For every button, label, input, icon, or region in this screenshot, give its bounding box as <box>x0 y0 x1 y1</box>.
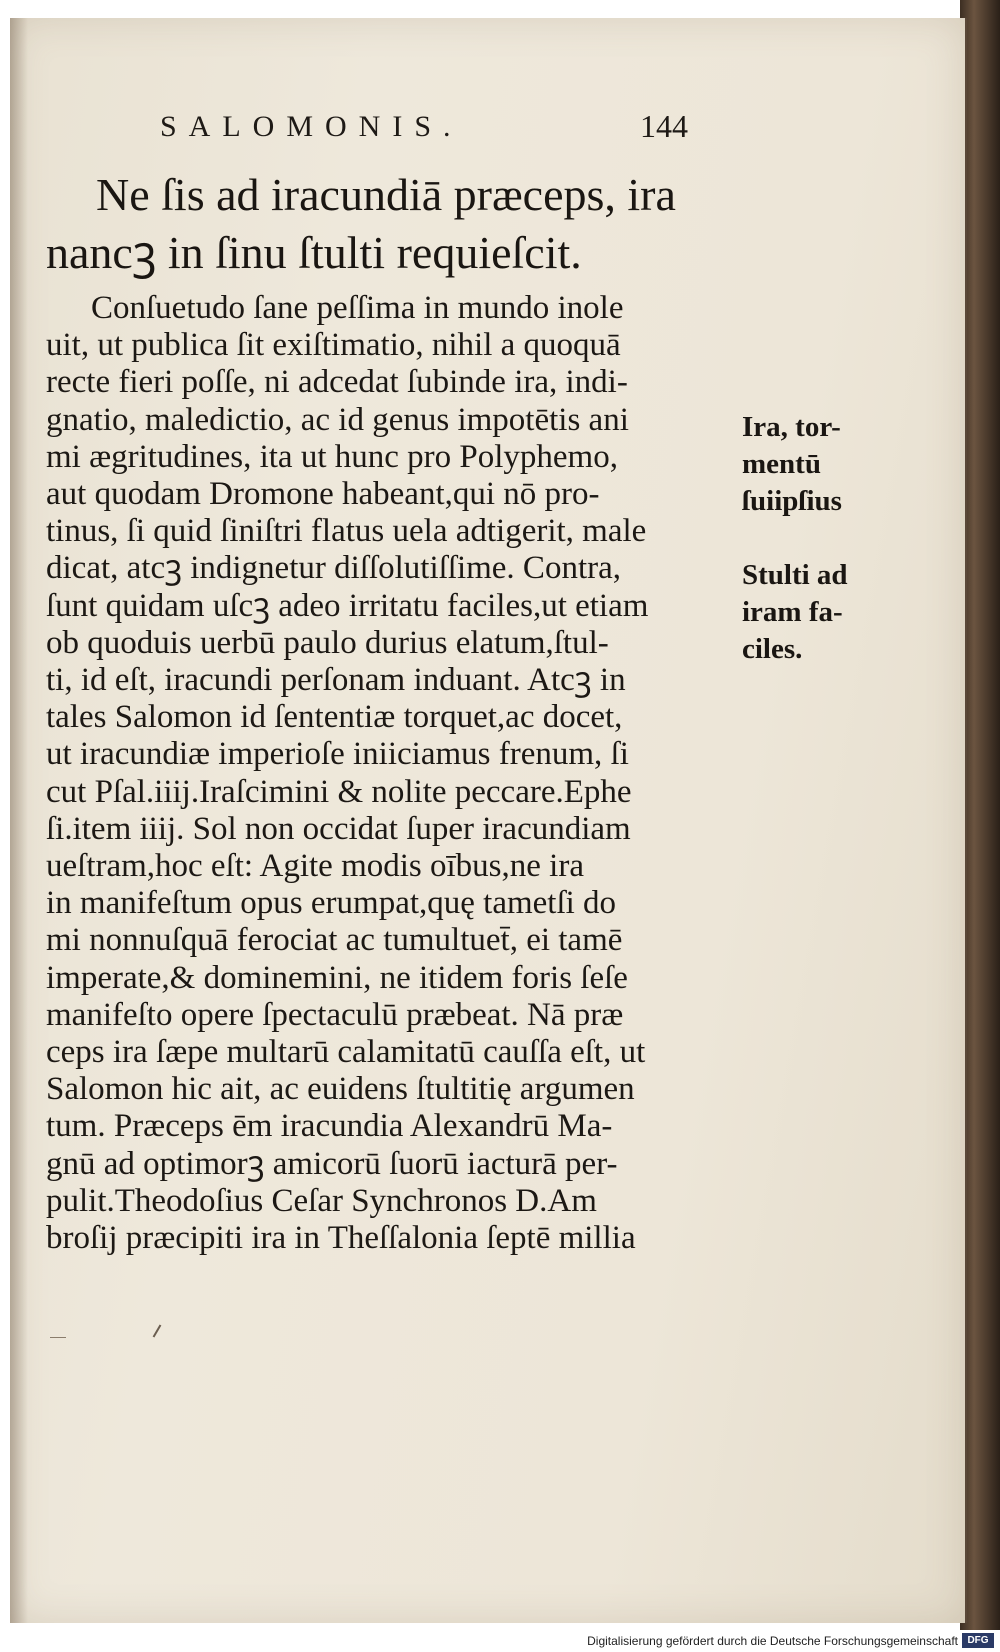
margin-note <box>742 409 842 520</box>
body-line: ceps ira ſæpe multarū calamitatū cauſſa eſt, ut <box>46 1034 646 1071</box>
body-line: broſij præcipiti ira in Theſſalonia ſeptē millia <box>46 1220 636 1257</box>
margin-note-line: iram fa- <box>742 596 843 628</box>
commentary-body <box>46 290 736 1257</box>
digitization-footer <box>0 1630 1000 1652</box>
body-line: gnatio, maledictio, ac id genus impotētis ani <box>46 401 629 438</box>
body-line: mi ægritudines, ita ut hunc pro Polyphemo, <box>46 438 618 475</box>
body-line: gnū ad optimorꝫ amicorū ſuorū iacturā per- <box>46 1145 618 1182</box>
headline-line: Ne ſis ad iracundiā præceps, ira <box>96 169 676 220</box>
body-line: ueſtram,hoc eſt: Agite modis oībus,ne ira <box>46 848 584 885</box>
headline-line: nancꝫ in ſinu ſtulti requieſcit. <box>46 227 582 278</box>
body-line: manifeſto opere ſpectaculū præbeat. Nā præ <box>46 996 624 1033</box>
body-line: recte fieri poſſe, ni adcedat ſubinde ira, indi- <box>46 364 628 401</box>
body-line: tinus, ſi quid ſiniſtri flatus uela adtigerit, male <box>46 513 647 550</box>
page-number: 144 <box>640 108 688 144</box>
margin-note-line: ſuiipſius <box>742 485 842 517</box>
funding-credit: Digitalisierung gefördert durch die Deutsche Forschungsgemeinschaft <box>587 1634 958 1648</box>
body-line: in manifeſtum opus erumpat,quę tametſi do <box>46 885 617 922</box>
body-line: dicat, atcꝫ indignetur diſſolutiſſime. Contra, <box>46 550 621 587</box>
ink-speck <box>50 1337 66 1338</box>
margin-note-line: Ira, tor- <box>742 411 841 443</box>
body-line: ut iracundiæ imperioſe iniiciamus frenum, ſi <box>46 736 629 773</box>
body-line: uit, ut publica ſit exiſtimatio, nihil a quoquā <box>46 327 621 364</box>
running-head <box>150 110 690 150</box>
body-line: mi nonnuſquā ferociat ac tumultuet̄, ei tamē <box>46 922 623 959</box>
body-line: tales Salomon id ſententiæ torquet,ac docet, <box>46 699 623 736</box>
margin-note-line: Stulti ad <box>742 559 848 591</box>
body-line: ob quoduis uerbū paulo durius elatum,ſtul- <box>46 624 609 661</box>
margin-note-line: mentū <box>742 448 821 480</box>
body-line: imperate,& dominemini, ne itidem foris ſeſe <box>46 959 628 996</box>
body-line: ſunt quidam uſcꝫ adeo irritatu faciles,ut etiam <box>46 587 649 624</box>
margin-note-line: ciles. <box>742 633 803 665</box>
body-line: Conſuetudo ſane peſſima in mundo inole <box>91 290 624 326</box>
dfg-logo: DFG <box>962 1633 994 1648</box>
body-line: cut Pſal.iiij.Iraſcimini & nolite peccare.Ephe <box>46 773 632 810</box>
gutter-shadow <box>10 18 28 1623</box>
body-line: Salomon hic ait, ac euidens ſtultitię argumen <box>46 1071 635 1108</box>
body-line: tum. Præceps ēm iracundia Alexandrū Ma- <box>46 1108 613 1145</box>
margin-note <box>742 557 848 668</box>
body-line: pulit.Theodoſius Ceſar Synchronos D.Am <box>46 1182 597 1219</box>
verse-headline <box>46 166 746 282</box>
body-line: aut quodam Dromone habeant,qui nō pro- <box>46 476 600 513</box>
running-title: SALOMONIS. <box>160 110 463 143</box>
body-line: ſi.item iiij. Sol non occidat ſuper iracundiam <box>46 810 631 847</box>
body-line: ti, id eſt, iracundi perſonam induant. Atcꝫ in <box>46 662 626 699</box>
